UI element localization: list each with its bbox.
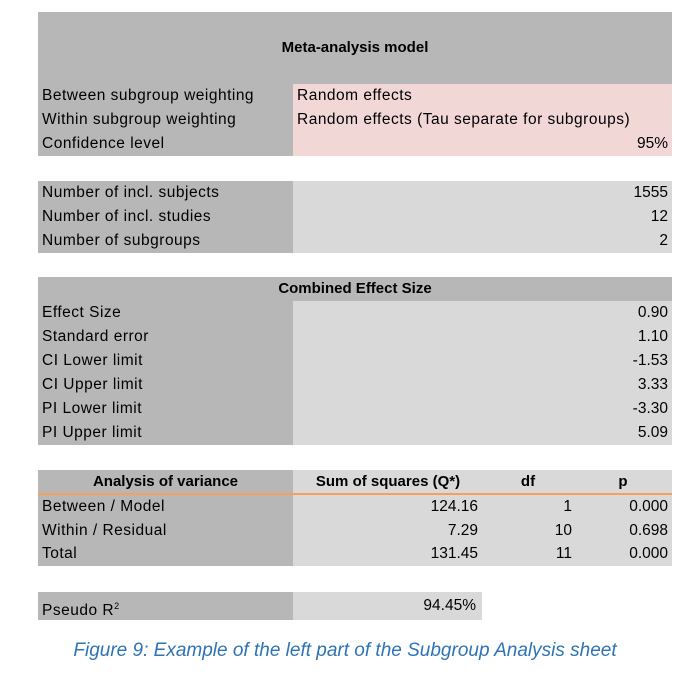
anova-cell-label: Between / Model: [42, 498, 165, 515]
pseudo-r2-label: [38, 592, 293, 620]
model-title: Meta-analysis model: [38, 12, 672, 84]
row-label: PI Lower limit: [38, 397, 293, 421]
row-value: -3.30: [293, 397, 672, 421]
pseudo-r2-superscript: 2: [114, 601, 120, 611]
effect-row: [38, 349, 672, 373]
pseudo-r2-block: [38, 592, 482, 620]
row-value: 1.10: [293, 325, 672, 349]
anova-cell-df: 1: [563, 498, 572, 515]
anova-cell-label: Within / Residual: [42, 522, 167, 539]
counts-row-subjects: [38, 181, 672, 205]
anova-row: [38, 495, 672, 519]
effect-block: [38, 277, 672, 445]
effect-title: Combined Effect Size: [38, 277, 672, 301]
effect-row: [38, 421, 672, 445]
effect-row: [38, 301, 672, 325]
row-label: Between subgroup weighting: [38, 84, 293, 108]
row-value: -1.53: [293, 349, 672, 373]
row-value: 12: [293, 205, 672, 229]
model-block: [38, 12, 672, 156]
counts-block: [38, 181, 672, 253]
row-label: CI Lower limit: [38, 349, 293, 373]
row-value: 95%: [293, 132, 672, 156]
row-label: Confidence level: [38, 132, 293, 156]
row-label: Effect Size: [38, 301, 293, 325]
row-label: Standard error: [38, 325, 293, 349]
model-row-confidence: [38, 132, 672, 156]
anova-cell-ss: 131.45: [430, 545, 478, 562]
anova-cell-p: 0.000: [629, 498, 668, 515]
model-row-within: [38, 108, 672, 132]
anova-cell-p: 0.000: [629, 545, 668, 562]
anova-cell-p: 0.698: [629, 522, 668, 539]
row-label: Number of incl. studies: [38, 205, 293, 229]
anova-cell-df: 10: [554, 522, 572, 539]
figure-caption: Figure 9: Example of the left part of the Subgroup Analysis sheet: [73, 640, 617, 661]
anova-row: [38, 519, 672, 543]
pseudo-r2-label-text: Pseudo R: [42, 602, 115, 619]
anova-row: [38, 542, 672, 566]
row-label: CI Upper limit: [38, 373, 293, 397]
anova-block: [38, 470, 672, 566]
row-value: 5.09: [293, 421, 672, 445]
row-value: 3.33: [293, 373, 672, 397]
row-label: PI Upper limit: [38, 421, 293, 445]
effect-row: [38, 373, 672, 397]
counts-row-subgroups: [38, 229, 672, 253]
row-value: Random effects (Tau separate for subgroups): [293, 108, 672, 132]
anova-header-label: Analysis of variance: [92, 473, 239, 490]
anova-cell-ss: 7.29: [447, 522, 478, 539]
anova-header-df: df: [520, 473, 536, 490]
row-value: 2: [293, 229, 672, 253]
row-label: Number of incl. subjects: [38, 181, 293, 205]
anova-header-p: p: [618, 473, 628, 490]
row-label: Within subgroup weighting: [38, 108, 293, 132]
row-value: 0.90: [293, 301, 672, 325]
row-label: Number of subgroups: [38, 229, 293, 253]
anova-header-ss: Sum of squares (Q*): [315, 473, 461, 490]
effect-row: [38, 325, 672, 349]
counts-row-studies: [38, 205, 672, 229]
anova-cell-label: Total: [42, 545, 78, 562]
model-row-between: [38, 84, 672, 108]
anova-cell-ss: 124.16: [430, 498, 478, 515]
row-value: 1555: [293, 181, 672, 205]
effect-row: [38, 397, 672, 421]
pseudo-r2-value: 94.45%: [293, 592, 482, 620]
row-value: Random effects: [293, 84, 672, 108]
anova-cell-df: 11: [555, 545, 572, 562]
